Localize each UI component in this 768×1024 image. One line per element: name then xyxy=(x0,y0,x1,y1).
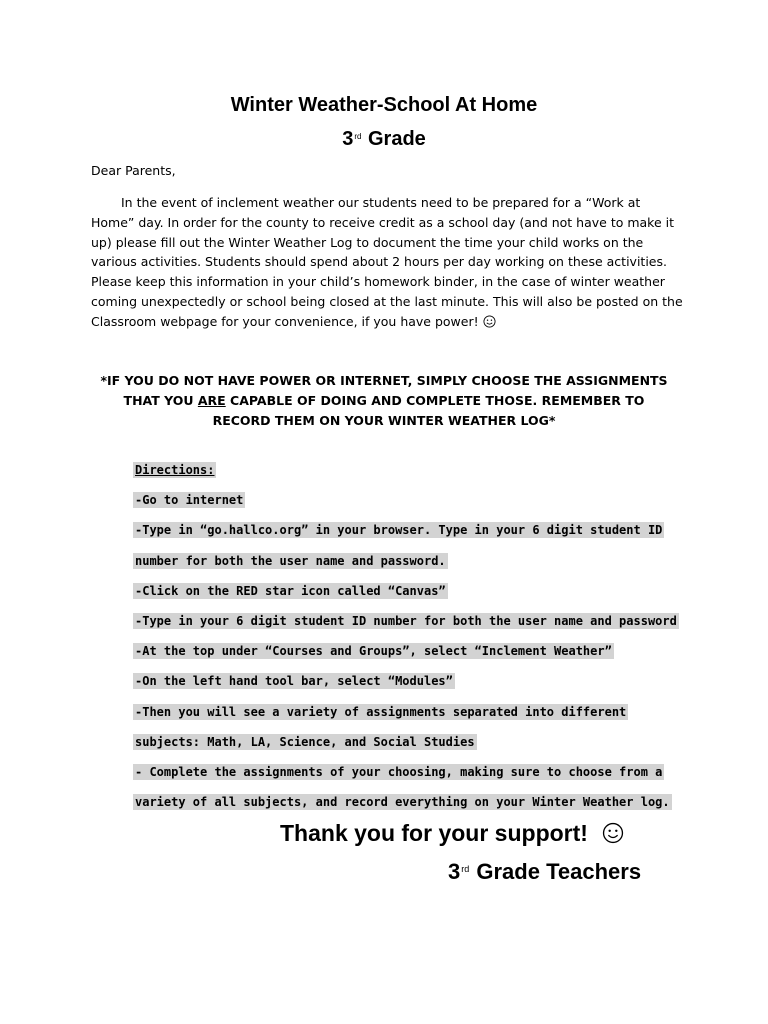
subtitle-grade-number: 3 xyxy=(342,128,354,150)
letter-paragraph-text: In the event of inclement weather our students need to be prepared for a “Work at Home” day. In order for the county to receive credit as a school day (and not have to make it up) please fill out the Winter Weather Log to document the time your child works on the various activities. Students should spend about 2 hours per day working on these activities. Please keep this information in your child’s homework binder, in the case of winter weather coming unexpectedly or school being closed at the last minute. This will also be posted on the Classroom webpage for your convenience, if you have power! xyxy=(91,195,683,329)
direction-step xyxy=(133,550,693,580)
directions-list xyxy=(133,459,693,821)
direction-step-text: -Go to internet xyxy=(135,493,244,508)
greeting: Dear Parents, xyxy=(91,163,176,178)
page-title: Winter Weather-School At Home xyxy=(230,94,538,116)
direction-step-text: -Type in “go.hallco.org” in your browser. Type in your 6 digit student ID xyxy=(135,523,663,538)
direction-step-text: subjects: Math, LA, Science, and Social Studies xyxy=(135,734,475,749)
notice-text-start: *IF YOU DO NOT HAVE POWER OR INTERNET, SIMPLY CHOOSE THE ASSIGNMENTS THAT YOU xyxy=(100,373,668,408)
direction-step xyxy=(133,610,693,640)
direction-step-text: variety of all subjects, and record everything on your Winter Weather log. xyxy=(135,795,670,810)
subtitle-grade-word: Grade xyxy=(362,128,426,150)
smiley-icon xyxy=(602,822,624,844)
smiley-icon xyxy=(483,315,496,328)
direction-step-text: -Click on the RED star icon called “Canvas” xyxy=(135,583,446,598)
direction-step-text: -Type in your 6 digit student ID number for both the user name and password xyxy=(135,613,677,628)
direction-step xyxy=(133,701,693,731)
direction-step xyxy=(133,791,693,821)
directions-heading-line xyxy=(133,459,693,489)
power-internet-notice xyxy=(100,371,668,431)
notice-emphasis: ARE xyxy=(197,393,226,408)
direction-step-text: number for both the user name and password. xyxy=(135,553,446,568)
direction-step xyxy=(133,670,693,700)
subtitle-ordinal: rd xyxy=(354,132,362,141)
direction-step-text: - Complete the assignments of your choosing, making sure to choose from a xyxy=(135,764,663,779)
notice-text-end: CAPABLE OF DOING AND COMPLETE THOSE. REMEMBER TO RECORD THEM ON YOUR WINTER WEATHER LOG* xyxy=(212,393,645,428)
direction-step-text: -On the left hand tool bar, select “Modules” xyxy=(135,674,453,689)
direction-step xyxy=(133,731,693,761)
page-subtitle xyxy=(0,126,768,152)
direction-step xyxy=(133,640,693,670)
letter-paragraph xyxy=(91,193,683,332)
direction-step xyxy=(133,519,693,549)
direction-step-text: -At the top under “Courses and Groups”, select “Inclement Weather” xyxy=(135,644,612,659)
signature-ordinal: rd xyxy=(461,864,470,874)
signature-text: Grade Teachers xyxy=(470,859,642,884)
direction-step xyxy=(133,489,693,519)
direction-step xyxy=(133,580,693,610)
direction-step xyxy=(133,761,693,791)
thank-you-message xyxy=(280,818,624,848)
signature xyxy=(448,858,641,886)
directions-heading: Directions: xyxy=(135,463,215,477)
signature-grade-number: 3 xyxy=(448,859,461,884)
direction-step-text: -Then you will see a variety of assignments separated into different xyxy=(135,704,627,719)
thank-you-text: Thank you for your support! xyxy=(280,820,588,846)
